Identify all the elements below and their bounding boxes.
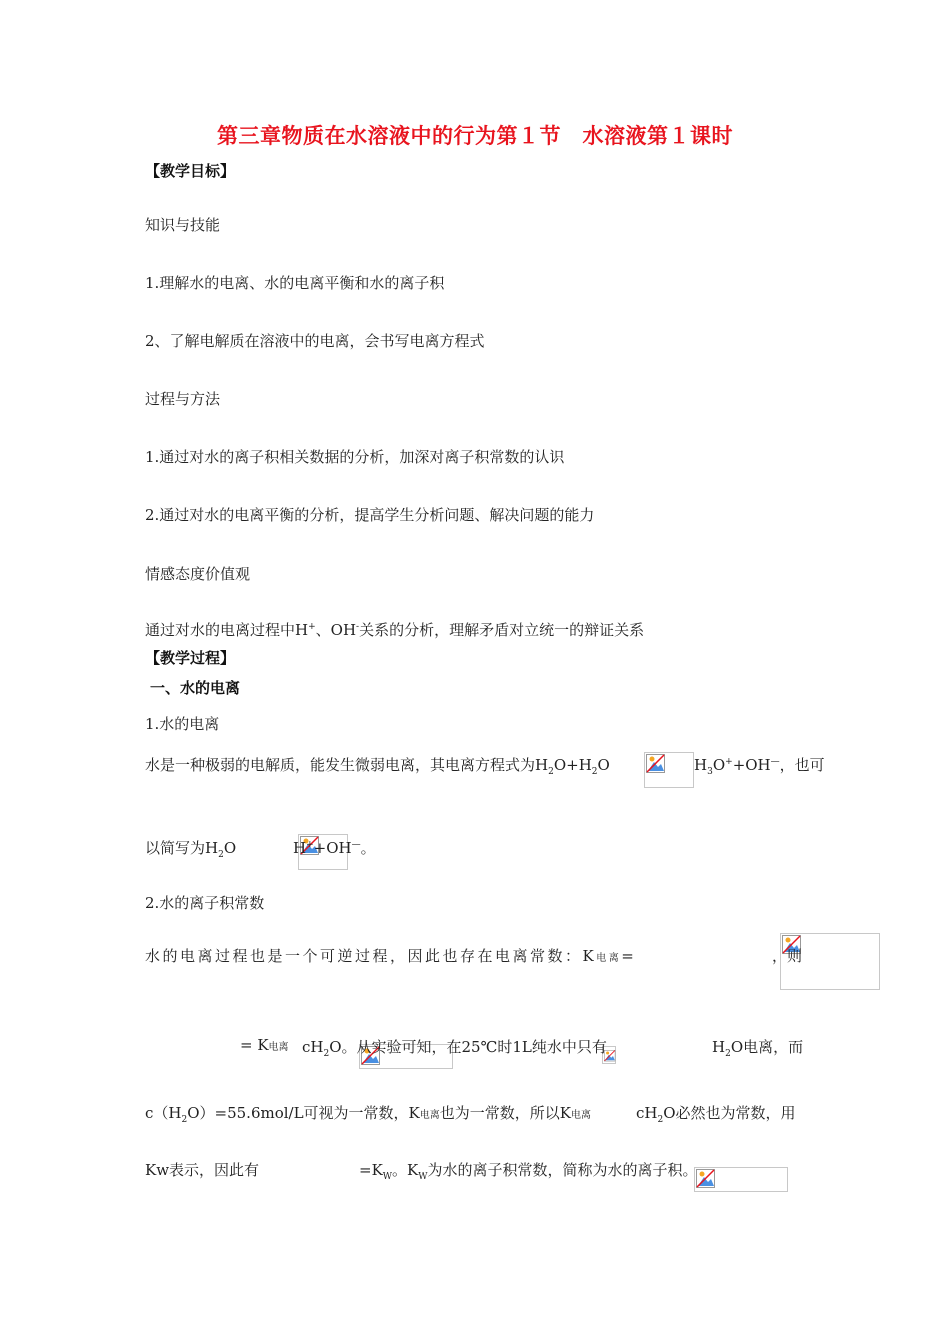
- para4-text-a: = K电离: [240, 1036, 289, 1054]
- subsection1-heading: 1.水的电离: [145, 715, 220, 733]
- para5-text-a: $c(H_2O)=55.6mol/L$可视为一常数，K电离也为一常数，所以K电离: [145, 1104, 591, 1125]
- broken-image-icon: [696, 1169, 716, 1189]
- para5-text-b: $cH_2O$必然也为常数，用: [636, 1104, 796, 1125]
- process-item-2: 2.通过对水的电离平衡的分析，提高学生分析问题、解决问题的能力: [145, 506, 595, 524]
- document-title: 第三章物质在水溶液中的行为第１节 水溶液第１课时: [217, 124, 733, 148]
- para3-text-b: ，则: [772, 947, 803, 965]
- para2-text-a: 以简写为$H_2O$: [145, 839, 237, 860]
- knowledge-heading: 知识与技能: [145, 216, 221, 234]
- para2-text-b: H++OH—。: [293, 839, 376, 857]
- section1-heading: 一、水的电离: [150, 679, 241, 697]
- broken-image-icon: [646, 754, 666, 774]
- process2-heading: 【教学过程】: [145, 649, 236, 667]
- knowledge-item-1: 1.理解水的电离、水的电离平衡和水的离子积: [145, 274, 445, 292]
- para1-text-a: 水是一种极弱的电解质，能发生微弱电离，其电离方程式为$H_2O+H_2O$: [145, 756, 610, 777]
- para1-text-b: $H_3O^++OH^—$，也可: [694, 756, 825, 777]
- equilibrium-arrow-image-1: [644, 752, 694, 788]
- emotion-item-1: 通过对水的电离过程中H+、OH-关系的分析，理解矛盾对立统一的辩证关系: [145, 621, 645, 639]
- ion-product-formula-image-2: [694, 1167, 788, 1192]
- process-item-1: 1.通过对水的离子积相关数据的分析，加深对离子积常数的认识: [145, 448, 565, 466]
- para6-text-a: Kw表示，因此有: [145, 1161, 260, 1179]
- knowledge-item-2: 2、了解电解质在溶液中的电离，会书写电离方程式: [145, 332, 485, 350]
- process-heading: 过程与方法: [145, 390, 221, 408]
- para4-text-b: $cH_2O$。从实验可知，在25℃时1L纯水中只有: [302, 1038, 607, 1059]
- para6-text-b: $=K_W$。$K_W$为水的离子积常数，简称为水的离子积。: [359, 1161, 698, 1182]
- para3-text-a: 水的电离过程也是一个可逆过程，因此也存在电离常数：K电离=: [145, 947, 637, 965]
- emotion-heading: 情感态度价值观: [145, 565, 251, 583]
- para4-text-c: $H_2O$电离，而: [712, 1038, 804, 1059]
- subsection2-heading: 2.水的离子积常数: [145, 894, 265, 912]
- goals-heading: 【教学目标】: [145, 162, 236, 180]
